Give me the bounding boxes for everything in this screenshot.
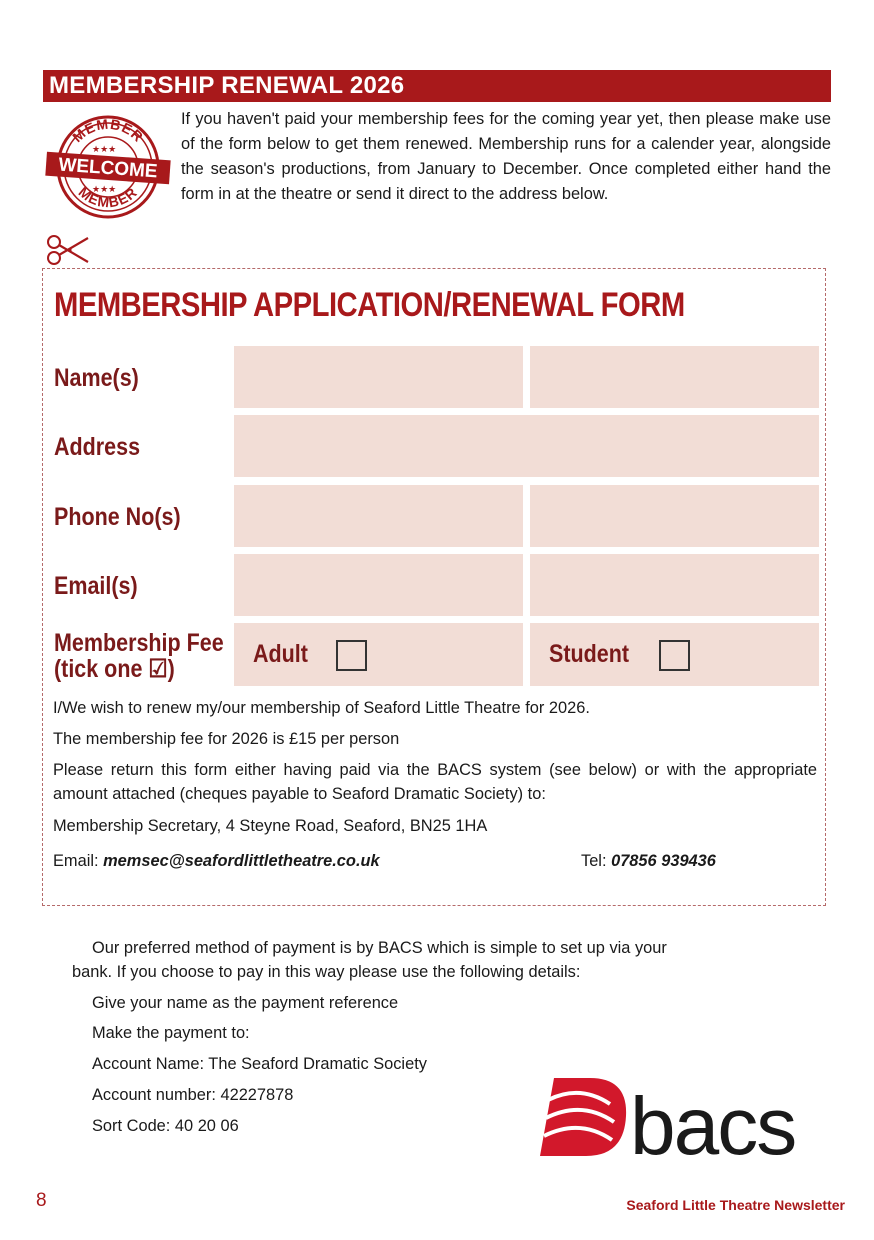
payment-reference: Give your name as the payment reference: [92, 994, 399, 1012]
sort-code: Sort Code: 40 20 06: [92, 1117, 239, 1135]
student-checkbox[interactable]: [659, 640, 690, 671]
return-instructions: Please return this form either having paid via the BACS system (see below) or with the appropriate amount attached (cheques payable to Seaford Dramatic Society) to:: [53, 761, 817, 803]
email-field-1[interactable]: [234, 554, 523, 616]
email-prefix: Email:: [53, 852, 99, 870]
bacs-logo: [540, 1074, 812, 1160]
svg-text:★★★: ★★★: [92, 144, 117, 154]
name-field-1[interactable]: [234, 346, 523, 408]
email-field-2[interactable]: [530, 554, 819, 616]
payment-intro-line-1: Our preferred method of payment is by BACS which is simple to set up via your: [92, 939, 667, 957]
payment-to: Make the payment to:: [92, 1024, 250, 1042]
tel-number: 07856 939436: [611, 852, 716, 870]
page-number: 8: [36, 1190, 47, 1211]
scissors-icon: [44, 232, 96, 268]
renew-statement: I/We wish to renew my/our membership of Seaford Little Theatre for 2026.: [53, 699, 590, 717]
adult-label: Adult: [253, 640, 308, 668]
intro-paragraph: If you haven't paid your membership fees for the coming year yet, then please make use of the form below to get them renewed. Membership runs for a calender year, alongside the season's productions, from January to December. Once completed either hand the form in at the theatre or send it direct to the address below.: [181, 110, 831, 203]
footer-title: Seaford Little Theatre Newsletter: [626, 1197, 845, 1213]
fee-label: Membership Fee: [54, 629, 224, 657]
svg-text:★★★: ★★★: [92, 184, 117, 194]
svg-text:WELCOME: WELCOME: [57, 154, 159, 183]
name-field-2[interactable]: [530, 346, 819, 408]
fee-label-hint: (tick one ☑): [54, 655, 175, 683]
svg-text:MEMBER: MEMBER: [69, 115, 147, 146]
secretary-address: Membership Secretary, 4 Steyne Road, Seaford, BN25 1HA: [53, 817, 488, 835]
adult-checkbox[interactable]: [336, 640, 367, 671]
phone-field-2[interactable]: [530, 485, 819, 547]
contact-phone: [581, 849, 716, 873]
account-number: Account number: 42227878: [92, 1086, 294, 1104]
email-label: Email(s): [54, 572, 138, 600]
bacs-logo-text: bacs: [630, 1081, 796, 1160]
contact-email: [53, 849, 380, 873]
svg-text:MEMBER: MEMBER: [75, 183, 141, 211]
phone-field-1[interactable]: [234, 485, 523, 547]
tel-prefix: Tel:: [581, 852, 607, 870]
account-name: Account Name: The Seaford Dramatic Society: [92, 1055, 427, 1073]
address-field[interactable]: [234, 415, 819, 477]
phone-label: Phone No(s): [54, 503, 181, 531]
address-label: Address: [54, 433, 141, 461]
email-address-link[interactable]: memsec@seafordlittletheatre.co.uk: [103, 852, 380, 870]
section-banner: MEMBERSHIP RENEWAL 2026: [43, 70, 831, 102]
student-label: Student: [549, 640, 630, 668]
form-title: MEMBERSHIP APPLICATION/RENEWAL FORM: [54, 286, 685, 324]
fee-statement: The membership fee for 2026 is £15 per person: [53, 730, 400, 748]
names-label: Name(s): [54, 364, 139, 392]
welcome-member-stamp-icon: [44, 112, 172, 222]
payment-intro-line-2: bank. If you choose to pay in this way please use the following details:: [72, 963, 581, 981]
